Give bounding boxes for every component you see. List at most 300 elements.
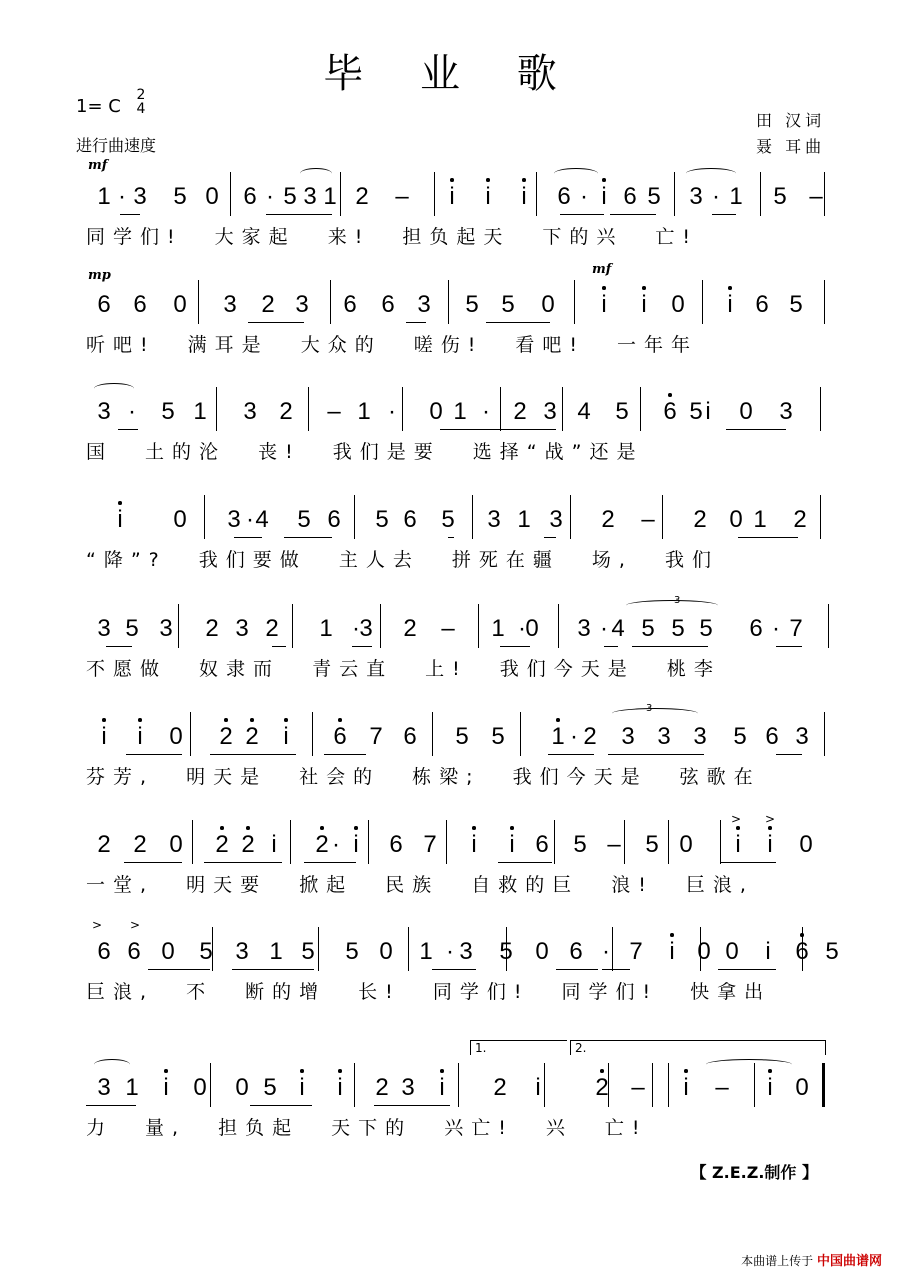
- note: 6: [327, 506, 341, 533]
- duration-underline: [500, 646, 530, 647]
- bar-line: [640, 387, 641, 431]
- note: 0: [379, 938, 393, 965]
- note: 0: [173, 506, 187, 533]
- bar-line: [700, 927, 701, 971]
- notes-row: [86, 614, 826, 654]
- duration-underline: [86, 1105, 136, 1106]
- augmentation-dot: ·: [602, 938, 610, 965]
- note: 1: [193, 398, 207, 425]
- note: 6: [343, 291, 357, 318]
- octave-dot-high: [768, 826, 772, 830]
- duration-underline: [406, 322, 426, 323]
- bar-line: [536, 172, 537, 216]
- note: i: [641, 291, 647, 318]
- note: 2: [97, 831, 111, 858]
- bar-line: [354, 1063, 355, 1107]
- bar-line: [820, 495, 821, 539]
- augmentation-dot: ·: [446, 938, 454, 965]
- note: 3: [97, 1074, 111, 1101]
- octave-dot: [246, 826, 250, 830]
- bar-line: [520, 712, 521, 756]
- duration-underline: [610, 214, 656, 215]
- bar-line: [408, 927, 409, 971]
- bar-line: [544, 1063, 545, 1107]
- footer-text: 本曲谱上传于: [741, 1254, 814, 1268]
- note: 5: [825, 938, 839, 965]
- note: 5: [297, 506, 311, 533]
- bar-line: [668, 1063, 669, 1107]
- note: 5: [345, 938, 359, 965]
- note: 1: [357, 398, 371, 425]
- note: 6: [535, 831, 549, 858]
- bar-line: [292, 604, 293, 648]
- octave-dot-high: [486, 178, 490, 182]
- note: i: [449, 183, 455, 210]
- bar-line: [506, 927, 507, 971]
- note: 6: [333, 723, 347, 750]
- note: 5: [645, 831, 659, 858]
- lyrics-line: 国 土的沦 丧! 我们是要 选择“战”还是: [86, 441, 644, 463]
- note: i: [471, 831, 477, 858]
- note: i: [683, 1074, 689, 1101]
- note: 3: [243, 398, 257, 425]
- note: 2: [133, 831, 147, 858]
- duration-underline: [272, 646, 286, 647]
- duration-underline: [232, 969, 314, 970]
- note: 5: [499, 938, 513, 965]
- bar-line: [330, 280, 331, 324]
- note: 6: [795, 938, 809, 965]
- note: 5: [455, 723, 469, 750]
- duration-underline: [718, 969, 776, 970]
- dynamic-mf-2: mf: [592, 262, 612, 277]
- note: 3: [97, 398, 111, 425]
- note: 3: [621, 723, 635, 750]
- octave-dot-high: [450, 178, 454, 182]
- note: 6: [403, 723, 417, 750]
- arranger-credit: 【 Z.E.Z.制作 】: [690, 1163, 818, 1182]
- note: 5: [375, 506, 389, 533]
- note: 1: [551, 723, 565, 750]
- duration-underline: [776, 754, 802, 755]
- dash-note: –: [327, 398, 341, 425]
- bar-line: [380, 604, 381, 648]
- note: 5: [641, 615, 655, 642]
- note: 5: [199, 938, 213, 965]
- note: 2: [219, 723, 233, 750]
- note: 6: [243, 183, 257, 210]
- octave-dot-high: [118, 501, 122, 505]
- note: 2: [583, 723, 597, 750]
- note: 0: [697, 938, 711, 965]
- notes-row: [86, 182, 826, 222]
- note: 1: [729, 183, 743, 210]
- note: 2: [403, 615, 417, 642]
- octave-dot-high: [284, 718, 288, 722]
- octave-dot-high: [670, 933, 674, 937]
- bar-line: [472, 495, 473, 539]
- note: 0: [671, 291, 685, 318]
- note: 3: [577, 615, 591, 642]
- note: 2: [205, 615, 219, 642]
- note: 6: [765, 723, 779, 750]
- duration-underline: [632, 646, 708, 647]
- accent-mark: >: [731, 812, 742, 826]
- note: 0: [161, 938, 175, 965]
- note: 4: [255, 506, 269, 533]
- octave-dot-high: [300, 1069, 304, 1073]
- octave-dot: [320, 826, 324, 830]
- bar-line: [446, 820, 447, 864]
- note: 0: [173, 291, 187, 318]
- octave-dot-high: [338, 1069, 342, 1073]
- duration-underline: [608, 754, 704, 755]
- duration-underline: [712, 214, 736, 215]
- note: 3: [543, 398, 557, 425]
- note: 3: [401, 1074, 415, 1101]
- accent-mark: >: [130, 918, 141, 932]
- time-signature-top: 2: [136, 87, 146, 103]
- bar-line: [458, 1063, 459, 1107]
- note: 6: [663, 398, 677, 425]
- lyrics-line: 芬芳, 明天是 社会的 栋梁; 我们今天是 弦歌在: [86, 766, 761, 788]
- bar-line: [290, 820, 291, 864]
- bar-line: [308, 387, 309, 431]
- note: 5: [441, 506, 455, 533]
- augmentation-dot: ·: [246, 506, 254, 533]
- note: 1: [517, 506, 531, 533]
- bar-line: [432, 712, 433, 756]
- tempo-marking: 进行曲速度: [76, 136, 157, 155]
- duration-underline: [266, 214, 332, 215]
- accent-mark: >: [92, 918, 103, 932]
- bar-line: [318, 927, 319, 971]
- note: 7: [789, 615, 803, 642]
- bar-line: [478, 604, 479, 648]
- note: 6: [557, 183, 571, 210]
- time-signature-bottom: 4: [136, 101, 146, 117]
- duration-underline: [566, 214, 586, 215]
- bar-line: [192, 820, 193, 864]
- octave-dot-high: [668, 393, 672, 397]
- octave-dot-high: [728, 286, 732, 290]
- note: i: [509, 831, 515, 858]
- augmentation-dot: ·: [570, 723, 578, 750]
- augmentation-dot: ·: [482, 398, 490, 425]
- note: 6: [749, 615, 763, 642]
- note: 6: [133, 291, 147, 318]
- duration-underline: [248, 322, 304, 323]
- dash-note: –: [607, 831, 621, 858]
- note: 0: [525, 615, 539, 642]
- duration-underline: [106, 646, 132, 647]
- note: 5: [161, 398, 175, 425]
- lyrics-line: 同学们! 大家起 来! 担负起天 下的兴 亡!: [86, 226, 699, 248]
- duration-underline: [466, 429, 556, 430]
- lyrics-line: “降”? 我们要做 主人去 拼死在疆 场, 我们: [86, 549, 720, 571]
- augmentation-dot: ·: [352, 615, 360, 642]
- note: 5: [301, 938, 315, 965]
- slur: [686, 168, 736, 179]
- time-signature: [134, 88, 148, 116]
- note: i: [337, 1074, 343, 1101]
- lyrics-line: 巨浪, 不 断的增 长! 同学们! 同学们! 快拿出: [86, 981, 772, 1003]
- note: 0: [193, 1074, 207, 1101]
- bar-line: [562, 387, 563, 431]
- duration-underline: [118, 429, 138, 430]
- dash-note: –: [641, 506, 655, 533]
- note: 2: [493, 1074, 507, 1101]
- note: 3: [133, 183, 147, 210]
- note: 1: [419, 938, 433, 965]
- note: i: [535, 1074, 541, 1101]
- note: 5: [689, 398, 703, 425]
- note: 0: [795, 1074, 809, 1101]
- bar-line: [822, 1063, 825, 1107]
- note: 2: [355, 183, 369, 210]
- composer-credit: 聂 耳曲: [756, 137, 826, 156]
- note: 3: [295, 291, 309, 318]
- bar-line: [230, 172, 231, 216]
- note: 2: [241, 831, 255, 858]
- duration-underline: [204, 862, 282, 863]
- note: 3: [693, 723, 707, 750]
- bar-line: [434, 172, 435, 216]
- note: i: [727, 291, 733, 318]
- note: 5: [501, 291, 515, 318]
- bar-line: [212, 927, 213, 971]
- footer-site-logo: 中国曲谱网: [816, 1254, 882, 1269]
- volta-second-label: 2.: [575, 1041, 587, 1055]
- upload-footer: [741, 1250, 882, 1269]
- bar-line: [312, 712, 313, 756]
- bar-line: [624, 820, 625, 864]
- note: 5: [699, 615, 713, 642]
- page-title: 毕 业 歌: [323, 51, 579, 97]
- note: 3: [459, 938, 473, 965]
- bar-line: [210, 1063, 211, 1107]
- dash-note: –: [441, 615, 455, 642]
- note: 1: [453, 398, 467, 425]
- note: 0: [799, 831, 813, 858]
- note: 1: [323, 183, 337, 210]
- octave-dot-high: [472, 826, 476, 830]
- note: 7: [629, 938, 643, 965]
- lyrics-line: 听吧! 满耳是 大众的 嗟伤! 看吧! 一年年: [86, 334, 699, 356]
- bar-line: [554, 820, 555, 864]
- accent-mark: >: [765, 812, 776, 826]
- duration-underline: [486, 322, 550, 323]
- note: 5: [491, 723, 505, 750]
- note: 3: [97, 615, 111, 642]
- note: 3: [223, 291, 237, 318]
- lyricist-credit: 田 汉词: [756, 111, 826, 130]
- bar-line: [354, 495, 355, 539]
- note: i: [117, 506, 123, 533]
- note: 3: [795, 723, 809, 750]
- note: 6: [97, 938, 111, 965]
- note: 0: [205, 183, 219, 210]
- volta-second-ending: [570, 1040, 826, 1055]
- note: 5: [263, 1074, 277, 1101]
- bar-line: [190, 712, 191, 756]
- slur: [94, 383, 134, 394]
- augmentation-dot: ·: [600, 615, 608, 642]
- augmentation-dot: ·: [118, 183, 126, 210]
- note: i: [271, 831, 277, 858]
- duration-underline: [602, 969, 630, 970]
- note: 2: [315, 831, 329, 858]
- bar-line: [574, 280, 575, 324]
- octave-dot-high: [642, 286, 646, 290]
- tuplet-mark-2: 3: [646, 703, 653, 714]
- note: 5: [573, 831, 587, 858]
- octave-dot-high: [602, 286, 606, 290]
- bar-line: [448, 280, 449, 324]
- duration-underline: [304, 862, 356, 863]
- note: 3: [159, 615, 173, 642]
- note: 2: [375, 1074, 389, 1101]
- note: i: [163, 1074, 169, 1101]
- augmentation-dot: ·: [712, 183, 720, 210]
- bar-line: [558, 604, 559, 648]
- note: 6: [623, 183, 637, 210]
- note: i: [767, 1074, 773, 1101]
- note: 0: [169, 723, 183, 750]
- note: 1: [97, 183, 111, 210]
- duration-underline: [124, 862, 182, 863]
- bar-line: [570, 495, 571, 539]
- bar-line: [652, 1063, 653, 1107]
- lyrics-line: 不愿做 奴隶而 青云直 上! 我们今天是 桃李: [86, 658, 721, 680]
- note: 6: [97, 291, 111, 318]
- bar-line: [500, 387, 501, 431]
- octave-dot: [224, 718, 228, 722]
- note: i: [669, 938, 675, 965]
- note: i: [353, 831, 359, 858]
- note: i: [485, 183, 491, 210]
- augmentation-dot: ·: [518, 615, 526, 642]
- duration-underline: [374, 1105, 450, 1106]
- bar-line: [662, 495, 663, 539]
- note: i: [299, 1074, 305, 1101]
- bar-line: [198, 280, 199, 324]
- bar-line: [820, 387, 821, 431]
- notes-row: [86, 505, 826, 545]
- note: i: [601, 291, 607, 318]
- note: 3: [487, 506, 501, 533]
- octave-dot-high: [602, 178, 606, 182]
- octave-dot: [250, 718, 254, 722]
- note: 2: [513, 398, 527, 425]
- octave-dot: [338, 718, 342, 722]
- note: i: [439, 1074, 445, 1101]
- note: 3: [417, 291, 431, 318]
- note: 0: [729, 506, 743, 533]
- note: 5: [773, 183, 787, 210]
- duration-underline: [544, 537, 556, 538]
- notes-row: [86, 830, 826, 870]
- octave-dot-high: [164, 1069, 168, 1073]
- note: 0: [679, 831, 693, 858]
- duration-underline: [284, 537, 332, 538]
- note: 1: [125, 1074, 139, 1101]
- note: 2: [265, 615, 279, 642]
- note: 2: [601, 506, 615, 533]
- note: i: [735, 831, 741, 858]
- note: 3: [657, 723, 671, 750]
- bar-line: [668, 820, 669, 864]
- slur: [612, 708, 698, 719]
- note: 2: [261, 291, 275, 318]
- note: 1: [269, 938, 283, 965]
- octave-dot-high: [102, 718, 106, 722]
- note: i: [101, 723, 107, 750]
- octave-dot-high: [684, 1069, 688, 1073]
- bar-line: [824, 280, 825, 324]
- volta-first-ending: [470, 1040, 567, 1055]
- augmentation-dot: ·: [332, 831, 340, 858]
- augmentation-dot: ·: [772, 615, 780, 642]
- note: 7: [423, 831, 437, 858]
- note: 3: [227, 506, 241, 533]
- note: 5: [283, 183, 297, 210]
- notes-row: [86, 397, 826, 437]
- bar-line: [824, 172, 825, 216]
- bar-line: [674, 172, 675, 216]
- duration-underline: [148, 969, 210, 970]
- note: 3: [303, 183, 317, 210]
- bar-line: [368, 820, 369, 864]
- octave-dot-high: [522, 178, 526, 182]
- octave-dot-high: [600, 1069, 604, 1073]
- note: 5: [173, 183, 187, 210]
- octave-dot-high: [736, 826, 740, 830]
- note: 0: [541, 291, 555, 318]
- note: 1: [753, 506, 767, 533]
- bar-line: [720, 820, 721, 864]
- octave-dot-high: [354, 826, 358, 830]
- note: 0: [725, 938, 739, 965]
- note: 2: [245, 723, 259, 750]
- dash-note: –: [715, 1074, 729, 1101]
- dynamic-mp: mp: [88, 268, 111, 283]
- note: i: [283, 723, 289, 750]
- note: 0: [235, 1074, 249, 1101]
- duration-underline: [126, 754, 182, 755]
- bar-line: [608, 1063, 609, 1107]
- lyrics-line: 一堂, 明天要 掀起 民族 自救的巨 浪! 巨浪,: [86, 874, 754, 896]
- duration-underline: [604, 646, 618, 647]
- note: 2: [693, 506, 707, 533]
- duration-underline: [210, 754, 296, 755]
- note: 6: [403, 506, 417, 533]
- note: 0: [429, 398, 443, 425]
- note: 0: [535, 938, 549, 965]
- note: 5: [647, 183, 661, 210]
- duration-underline: [432, 969, 476, 970]
- duration-underline: [574, 754, 594, 755]
- duration-underline: [448, 537, 454, 538]
- duration-underline: [234, 537, 262, 538]
- note: 5: [789, 291, 803, 318]
- duration-underline: [556, 969, 598, 970]
- augmentation-dot: ·: [128, 398, 136, 425]
- key-signature: 1= C: [76, 96, 121, 117]
- note: 5: [733, 723, 747, 750]
- dynamic-mf-1: mf: [88, 158, 108, 173]
- note: 2: [793, 506, 807, 533]
